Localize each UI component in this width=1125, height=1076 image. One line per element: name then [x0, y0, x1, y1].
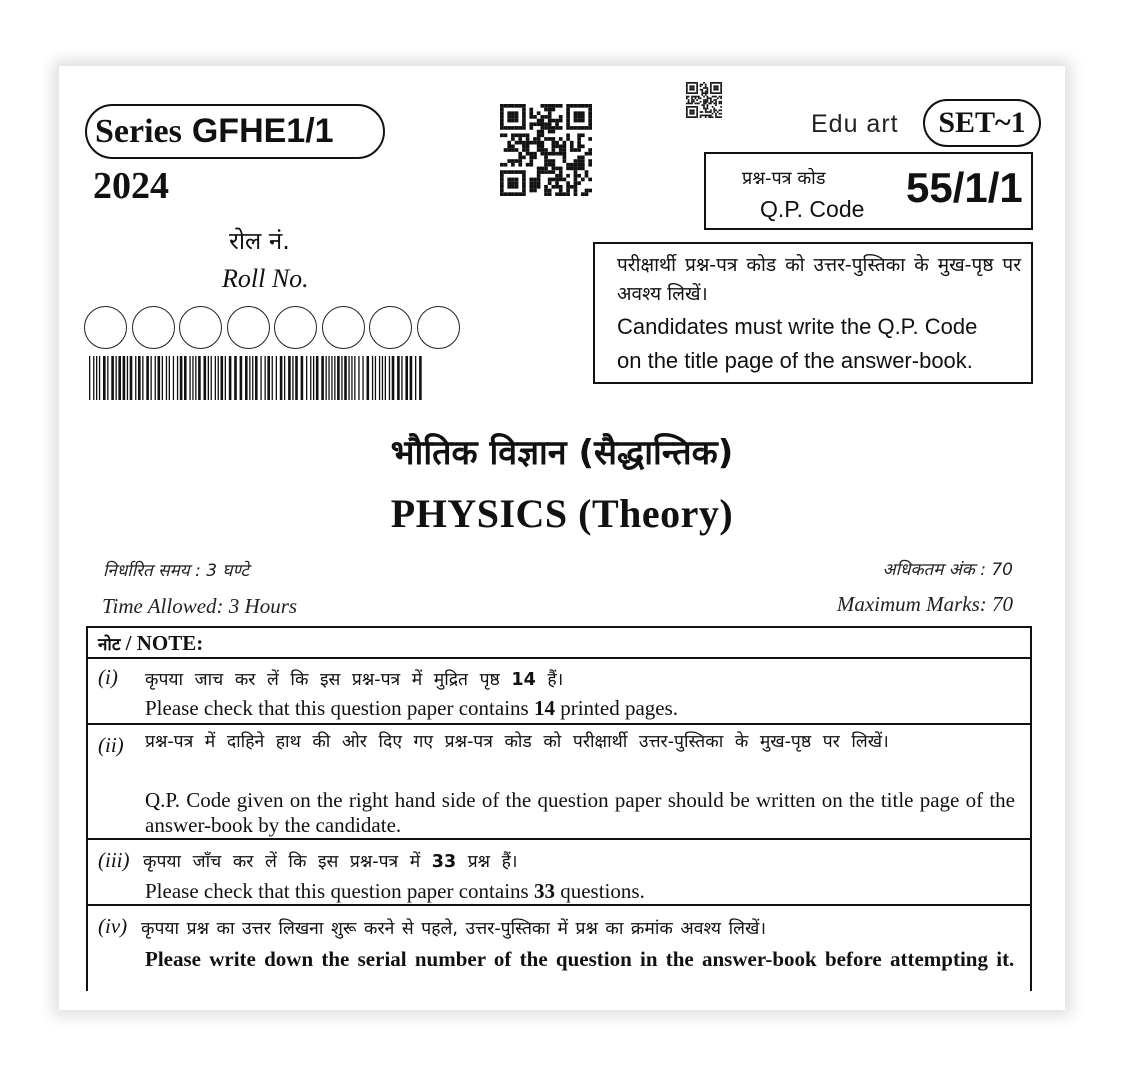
roll-digit-circle: [179, 306, 222, 349]
qp-code-label: Q.P. Code: [760, 196, 865, 222]
qr-code-small: [686, 82, 722, 118]
note-item: [88, 725, 1030, 840]
qp-code-value: 55/1/1: [906, 164, 1023, 211]
question-paper-page: [59, 66, 1065, 1010]
note-text: कृपया जाँच कर लें कि इस प्रश्न-पत्र में: [143, 852, 432, 872]
note-text: Please check that this question paper contains: [145, 879, 534, 903]
note-heading-english: NOTE:: [136, 631, 204, 655]
note-text: printed pages.: [554, 696, 679, 720]
maximum-marks: Maximum Marks: 70: [836, 592, 1013, 616]
note-item-number: (iv): [98, 914, 128, 938]
roll-number-label-hindi: रोल नं.: [229, 227, 290, 255]
note-item-hindi: [143, 849, 518, 873]
note-item-english: [145, 879, 645, 904]
note-item-hindi: प्रश्न-पत्र में दाहिने हाथ की ओर दिए गए प्रश्न-पत्र कोड को परीक्षार्थी उत्तर-पुस्तिका के मुख-पृष्ठ पर लिखें।: [145, 732, 889, 752]
note-text: Please check that this question paper contains: [145, 696, 534, 720]
note-item: [88, 659, 1030, 725]
candidate-instruction-line-1: Candidates must write the Q.P. Code: [617, 314, 978, 339]
note-question-count: 33: [431, 852, 457, 872]
time-allowed: Time Allowed: 3 Hours: [102, 594, 298, 618]
note-item: [88, 906, 1030, 991]
note-table: [86, 626, 1032, 991]
note-heading-separator: /: [120, 631, 137, 655]
roll-digit-circle: [274, 306, 317, 349]
note-page-count: 14: [533, 696, 555, 720]
roll-digit-circle: [417, 306, 460, 349]
qp-code-label-hindi: प्रश्न-पत्र कोड: [742, 168, 826, 189]
note-text: प्रश्न हैं।: [456, 852, 518, 872]
note-heading: [88, 628, 1030, 659]
candidate-instruction-box: [593, 242, 1033, 384]
series-badge: [85, 104, 385, 159]
subject-title-hindi: भौतिक विज्ञान (सैद्धान्तिक): [390, 433, 734, 473]
roll-number-circles: [84, 306, 464, 349]
note-question-count: 33: [533, 879, 555, 903]
note-item-english: Please write down the serial number of the question in the answer-book before attempting it.: [145, 947, 1015, 971]
set-badge: SET~1: [923, 99, 1041, 147]
series-code: GFHE1/1: [191, 112, 334, 150]
note-heading-hindi: नोट: [98, 635, 121, 655]
roll-digit-circle: [369, 306, 412, 349]
note-text: questions.: [554, 879, 645, 903]
note-item-hindi: [145, 667, 563, 691]
note-item-english: Q.P. Code given on the right hand side of the question paper should be written on the title page of the answer-book by the candidate.: [145, 788, 1015, 837]
candidate-instruction-line-2: on the title page of the answer-book.: [617, 348, 973, 373]
note-item: [88, 840, 1030, 906]
maximum-marks-hindi: अधिकतम अंक : 70: [882, 560, 1013, 580]
note-item-number: (iii): [98, 848, 130, 872]
roll-digit-circle: [322, 306, 365, 349]
time-allowed-hindi: निर्धारित समय : 3 घण्टे: [103, 561, 249, 581]
note-item-english: [145, 696, 678, 721]
note-text: हैं।: [535, 670, 564, 690]
roll-number-label: Roll No.: [222, 264, 309, 293]
note-text: कृपया जाच कर लें कि इस प्रश्न-पत्र में मुद्रित पृष्ठ: [145, 670, 512, 690]
exam-year: 2024: [93, 165, 169, 207]
series-label: Series: [95, 112, 182, 150]
note-item-number: (ii): [98, 733, 124, 757]
note-item-number: (i): [98, 665, 118, 689]
qp-code-box: [704, 152, 1033, 230]
roll-digit-circle: [227, 306, 270, 349]
barcode: [89, 356, 424, 400]
roll-digit-circle: [84, 306, 127, 349]
note-item-hindi: कृपया प्रश्न का उत्तर लिखना शुरू करने से पहले, उत्तर-पुस्तिका में प्रश्न का क्रमांक अवश्य लिखें।: [141, 919, 766, 939]
note-page-count: 14: [511, 670, 536, 690]
qr-code: [500, 104, 592, 196]
educart-logo: Edu art: [811, 110, 899, 138]
roll-digit-circle: [132, 306, 175, 349]
subject-title: PHYSICS (Theory): [390, 491, 734, 536]
candidate-instruction-hindi: परीक्षार्थी प्रश्न-पत्र कोड को उत्तर-पुस्तिका के मुख-पृष्ठ पर अवश्य लिखें।: [617, 254, 1021, 305]
